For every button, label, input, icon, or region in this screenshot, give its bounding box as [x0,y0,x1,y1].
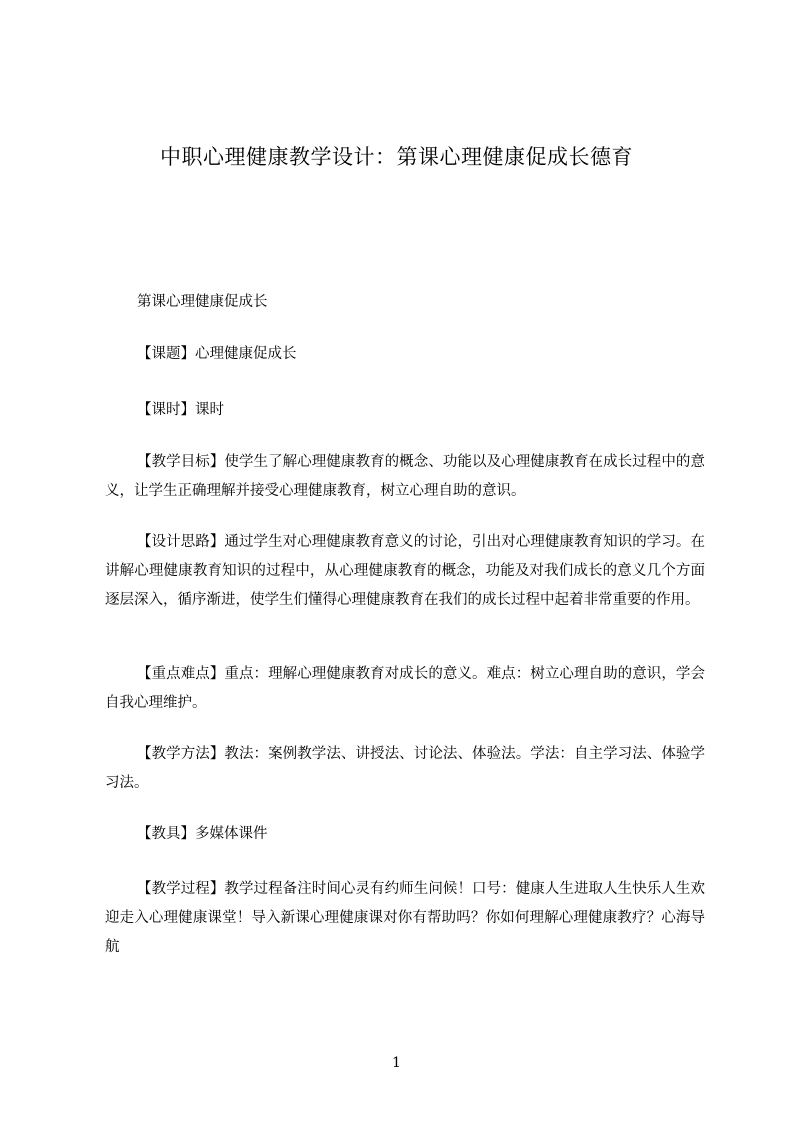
paragraph-teaching-methods: 【教学方法】教法：案例教学法、讲授法、讨论法、体验法。学法：自主学习法、体验学习法。 [105,746,705,791]
paragraph-design-ideas: 【设计思路】通过学生对心理健康教育意义的讨论，引出对心理健康教育知识的学习。在讲解心理健康教育知识的过程中，从心理健康教育的概念，功能及对我们成长的意义几个方面逐层深入，循序渐进，使学生们懂得心理健康教育在我们的成长过程中起着非常重要的作用。 [105,534,705,608]
paragraph-key-difficulties: 【重点难点】重点：理解心理健康教育对成长的意义。难点：树立心理自助的意识，学会自我心理维护。 [105,666,705,711]
paragraph-lesson-name: 第课心理健康促成长 [137,294,268,310]
page-number: 1 [392,1055,401,1071]
paragraph-teaching-goals: 【教学目标】使学生了解心理健康教育的概念、功能以及心理健康教育在成长过程中的意义，让学生正确理解并接受心理健康教育，树立心理自助的意识。 [105,454,705,499]
paragraph-class-hours: 【课时】课时 [137,402,224,418]
paragraph-topic: 【课题】心理健康促成长 [137,346,297,362]
paragraph-teaching-process: 【教学过程】教学过程备注时间心灵有约师生问候！口号：健康人生进取人生快乐人生欢迎走入心理健康课堂！导入新课心理健康课对你有帮助吗？你如何理解心理健康教疗？心海导航 [105,881,705,955]
paragraph-teaching-aids: 【教具】多媒体课件 [137,826,268,842]
document-title: 中职心理健康教学设计：第课心理健康促成长德育 [160,145,633,169]
